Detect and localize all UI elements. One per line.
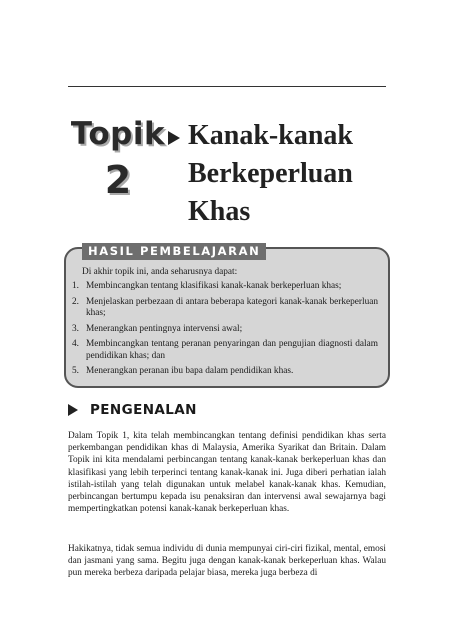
outcome-number: 4. — [72, 339, 79, 349]
outcome-text: Menjelaskan perbezaan di antara beberapa kategori kanak-kanak berkeperluan khas; — [86, 296, 378, 318]
outcome-item — [72, 281, 382, 293]
learning-outcomes-list — [72, 281, 382, 382]
outcome-number: 5. — [72, 366, 79, 376]
outcome-number: 1. — [72, 281, 79, 291]
outcome-text: Menerangkan pentingnya intervensi awal; — [86, 323, 243, 334]
outcome-number: 3. — [72, 323, 79, 334]
outcome-text: Membincangkan tentang klasifikasi kanak-kanak berkeperluan khas; — [86, 281, 342, 291]
outcome-item — [72, 339, 382, 362]
topic-number: 2 — [104, 158, 132, 202]
body-paragraph-1: Dalam Topik 1, kita telah membincangkan tentang definisi pendidikan khas serta perkembangan pendidikan khas di Malaysia, Amerika Syarikat dan Britain. Dalam Topik ini kita mendalami perbincangan tentang kanak-kanak berkeperluan khas dan klasifikasi yang lebih terperinci tentang kanak-kanak ini. Juga diberi perhatian ialah istilah-istilah yang telah digunakan untuk melabel kanak-kanak khas. Kemudian, perbincangan bertumpu kepada isu penaksiran dan intervensi awal sewajarnya bagi mempertingkatkan potensi kanak-kanak berkeperluan khas. — [68, 431, 386, 515]
chapter-title-line-3: Khas — [188, 196, 251, 227]
outcome-text: Membincangkan tentang peranan penyaringan dan pengujian diagnosti dalam pendidikan khas; dan — [86, 339, 378, 361]
body-paragraph-2: Hakikatnya, tidak semua individu di dunia mempunyai ciri-ciri fizikal, mental, emosi dan jasmani yang sama. Begitu juga dengan kanak-kanak berkeperluan khas. Walau pun mereka berbeza daripada pelajar biasa, mereka juga berbeza di — [68, 544, 386, 579]
chapter-title-line-2: Berkeperluan — [188, 158, 353, 189]
outcome-number: 2. — [72, 296, 79, 307]
topic-word: Topik — [70, 116, 166, 152]
title-arrow-icon — [168, 131, 180, 145]
chapter-title — [188, 117, 398, 231]
section-arrow-icon — [68, 404, 78, 416]
topic-badge — [68, 117, 168, 201]
learning-outcomes-intro: Di akhir topik ini, anda seharusnya dapat: — [82, 267, 238, 277]
outcome-item — [72, 324, 382, 336]
section-title: PENGENALAN — [90, 402, 197, 418]
chapter-title-line-1: Kanak-kanak — [188, 120, 353, 151]
outcome-item — [72, 366, 382, 378]
outcome-text: Menerangkan peranan ibu bapa dalam pendidikan khas. — [86, 366, 294, 376]
section-heading — [68, 402, 197, 418]
learning-outcomes-heading: HASIL PEMBELAJARAN — [82, 243, 266, 260]
top-divider — [68, 86, 386, 87]
outcome-item — [72, 297, 382, 320]
